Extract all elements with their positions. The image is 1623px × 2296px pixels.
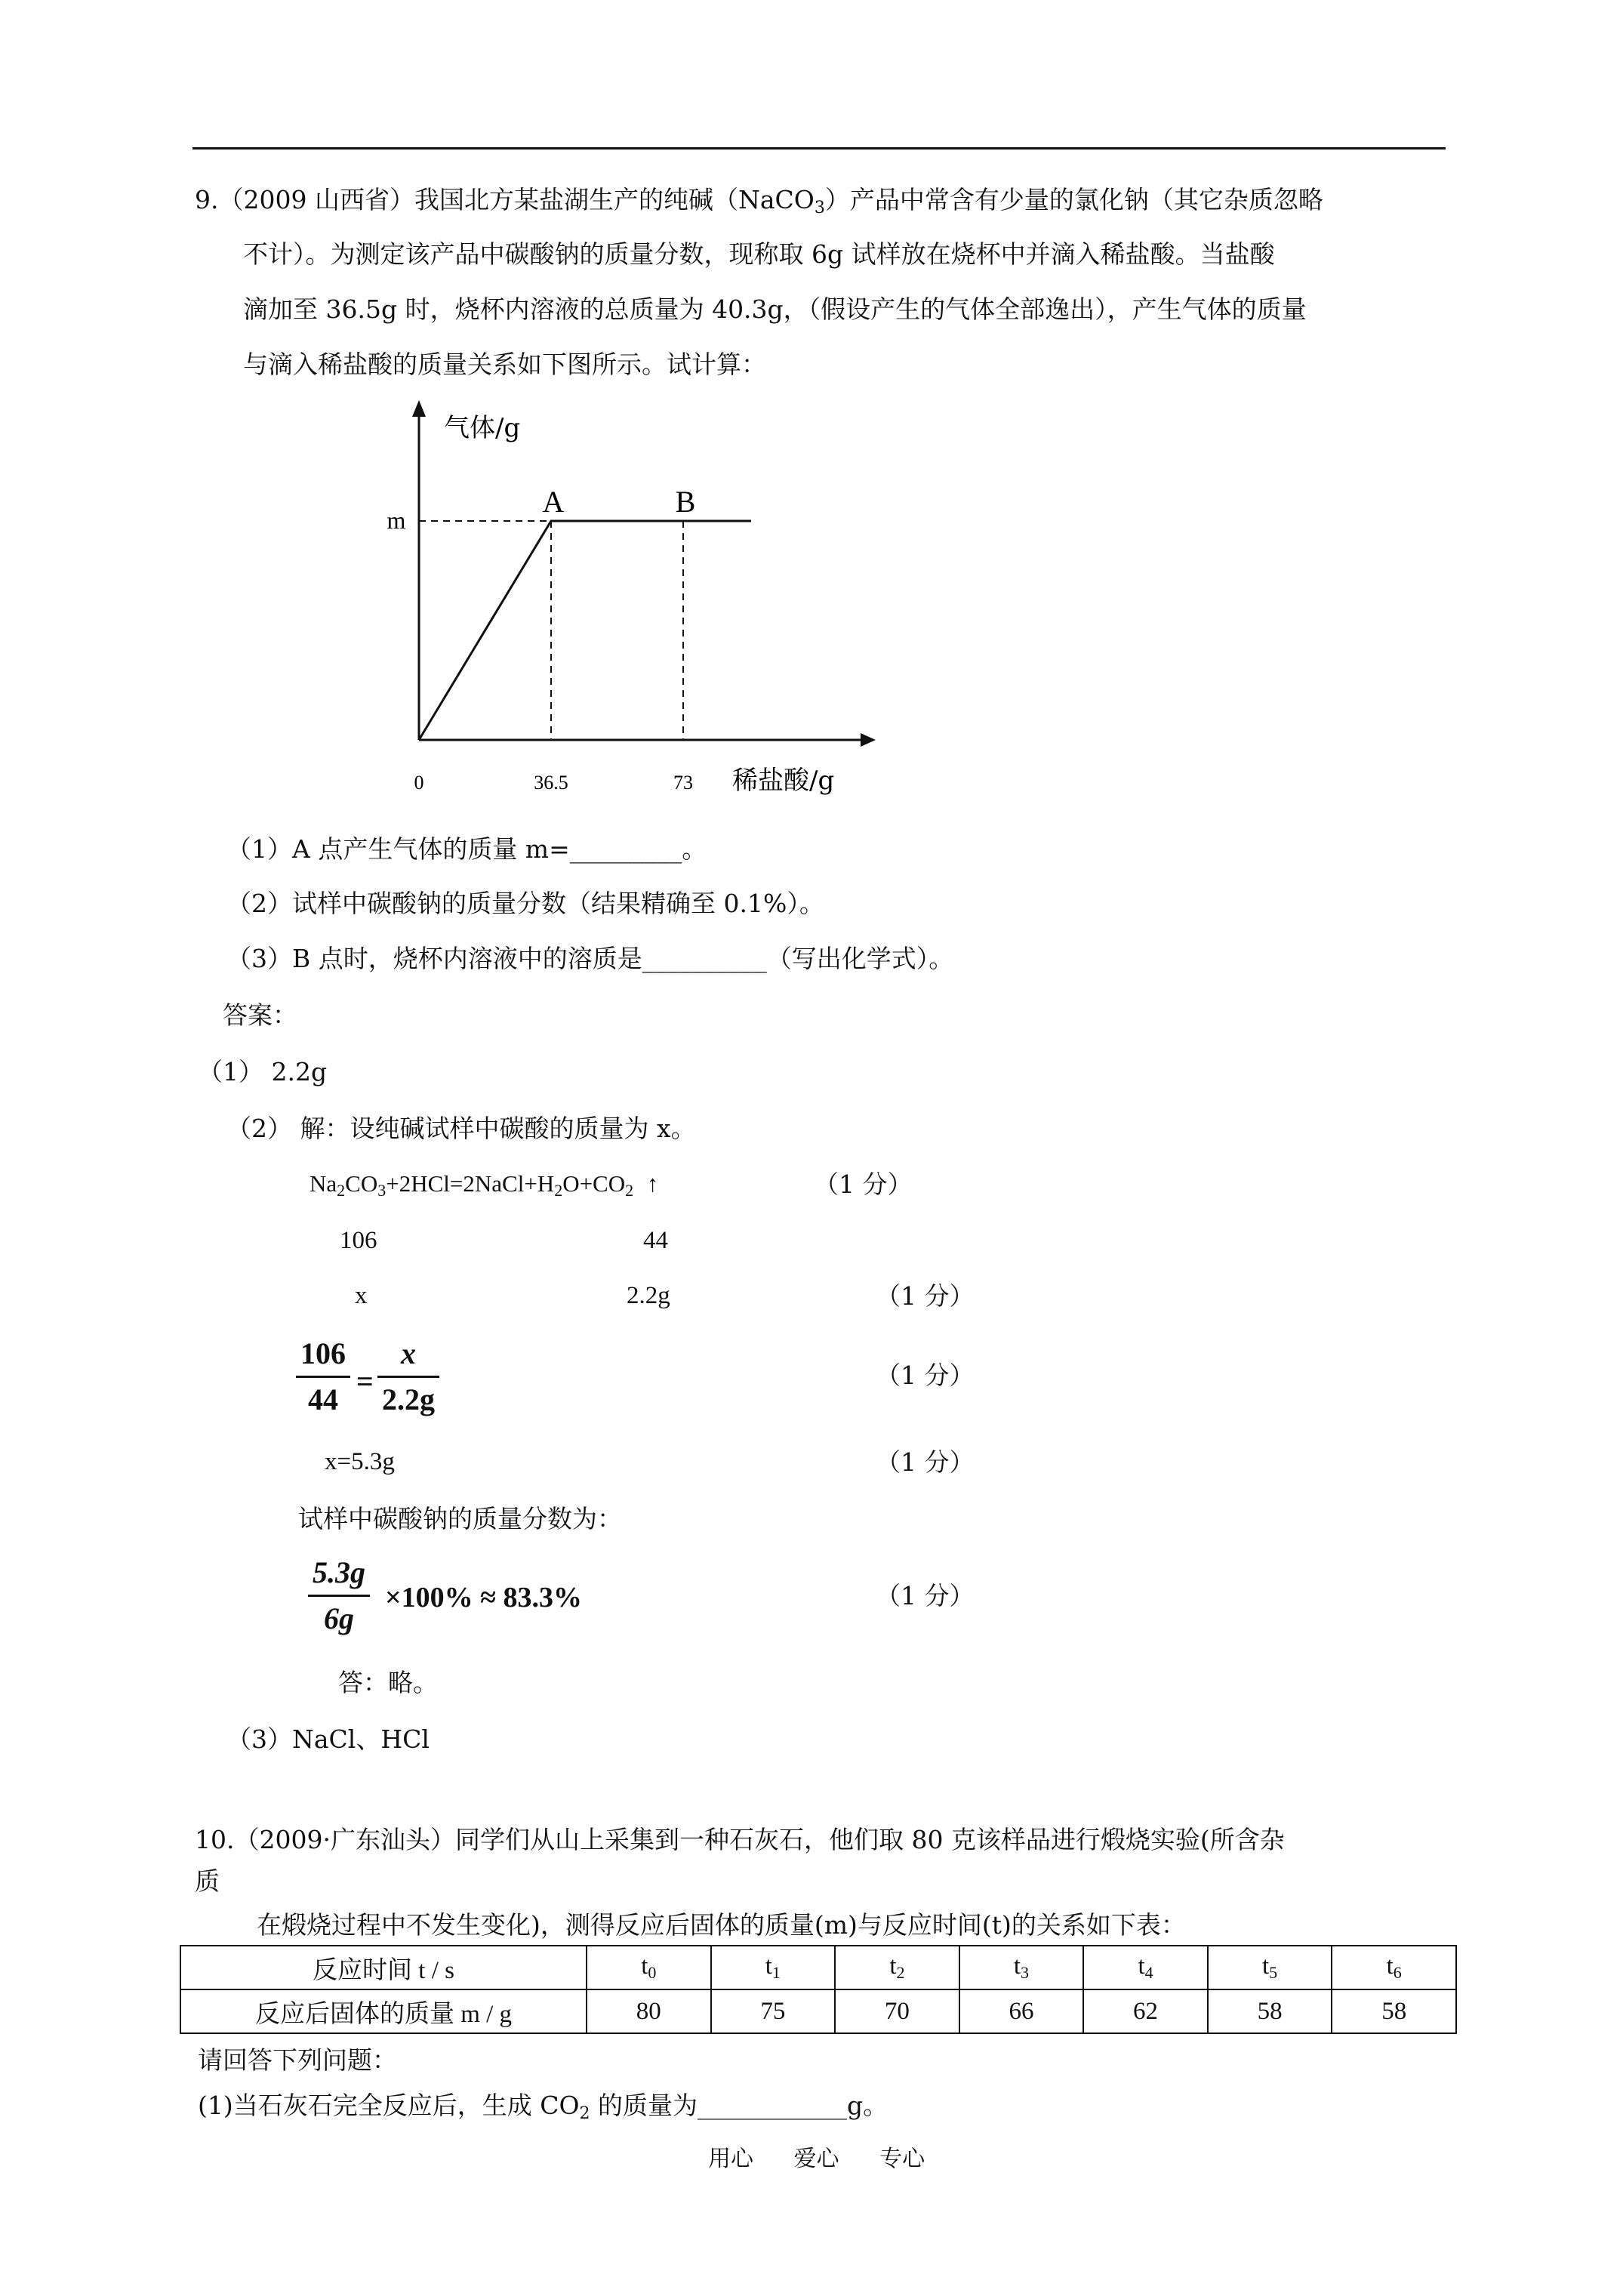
y-axis-label: 气体/g — [444, 413, 521, 443]
q9-line-1-text: 9.（2009 山西省）我国北方某盐湖生产的纯碱（NaCO — [195, 185, 815, 214]
q9-line-2: 不计）。为测定该产品中碳酸钠的质量分数，现称取 6g 试样放在烧杯中并滴入稀盐酸。当盐酸 — [243, 239, 1275, 269]
footer-item: 专心 — [879, 2146, 925, 2172]
q10-line-3: 在煅烧过程中不发生变化)，测得反应后固体的质量(m)与反应时间(t)的关系如下表： — [257, 1910, 1186, 1940]
table-cell: 58 — [1208, 1989, 1332, 2033]
fraction-score: （1 分） — [876, 1361, 975, 1390]
eq-sub-7: 2 — [625, 1181, 634, 1200]
q10-line-2: 质 — [195, 1866, 220, 1896]
x-score: （1 分） — [876, 1447, 975, 1477]
footer — [708, 2148, 925, 2171]
answer-2-intro: （2） 解：设纯碱试样中碳酸的质量为 x。 — [226, 1114, 696, 1143]
ratio-x: x — [355, 1282, 368, 1309]
fraction-x-2-2g — [377, 1335, 439, 1419]
y-tick-label: m — [387, 507, 406, 534]
fraction-equals: = — [356, 1364, 374, 1398]
table-cell: 58 — [1332, 1989, 1456, 2033]
table-header-mass: 反应后固体的质量 m / g — [180, 1989, 587, 2033]
table-cell: $t_6$ — [1332, 1946, 1456, 1989]
point-label-a: A — [542, 485, 565, 519]
q10-prompt: 请回答下列问题： — [198, 2045, 397, 2075]
x-result: x=5.3g — [325, 1448, 395, 1475]
answer-reply: 答：略。 — [338, 1668, 438, 1697]
frac-6g: 6g — [324, 1601, 354, 1635]
gas-vs-acid-chart — [362, 393, 906, 800]
reaction-table — [180, 1945, 1457, 2034]
table-cell: $t_5$ — [1208, 1946, 1332, 1989]
answer-1: （1） 2.2g — [198, 1057, 328, 1086]
table-cell: 80 — [587, 1989, 711, 2033]
ratio-2-2g: 2.2g — [627, 1282, 670, 1309]
frac-5-3g: 5.3g — [308, 1554, 370, 1597]
fraction-5-3g-6g — [308, 1554, 370, 1638]
q9-question-3: （3）B 点时，烧杯内溶液中的溶质是__________（写出化学式）。 — [226, 944, 954, 973]
x-tick-label: 73 — [673, 772, 693, 794]
eq-part-4: +2HCl=2NaCl+H — [386, 1170, 555, 1197]
frac-44: 44 — [308, 1382, 338, 1416]
table-cell: 62 — [1083, 1989, 1208, 2033]
frac-x: x — [377, 1335, 439, 1378]
table-cell: $t_4$ — [1083, 1946, 1208, 1989]
q9-line-1 — [195, 187, 1323, 217]
eq-sub-1: 2 — [337, 1181, 346, 1200]
q10-line-1: 10.（2009·广东汕头）同学们从山上采集到一种石灰石，他们取 80 克该样品进行煅烧实验(所含杂 — [195, 1825, 1285, 1854]
x-tick-label: 36.5 — [534, 772, 568, 794]
q9-line-1-sub: 3 — [814, 199, 825, 217]
table-cell: $t_0$ — [587, 1946, 711, 1989]
table-cell: 66 — [959, 1989, 1084, 2033]
table-row-time — [180, 1946, 1456, 1989]
q9-line-3: 滴加至 36.5g 时，烧杯内溶液的总质量为 40.3g，（假设产生的气体全部逸出），产生气体的质量 — [243, 294, 1307, 324]
footer-item: 爱心 — [793, 2146, 839, 2172]
q9-line-1-tail: ）产品中常含有少量的氯化钠（其它杂质忽略 — [824, 185, 1323, 214]
table-row-mass — [180, 1989, 1456, 2033]
point-label-b: B — [675, 485, 696, 519]
eq-sub-3: 3 — [377, 1181, 387, 1200]
q10-sub-1-sub: 2 — [579, 2104, 590, 2123]
table-cell: $t_3$ — [959, 1946, 1084, 1989]
answer-heading: 答案： — [223, 1000, 297, 1030]
fraction-result-score: （1 分） — [876, 1581, 975, 1610]
table-header-time: 反应时间 t / s — [180, 1946, 587, 1989]
series-line — [419, 521, 751, 740]
q10-sub-1 — [198, 2093, 888, 2122]
fraction-intro: 试样中碳酸钠的质量分数为： — [298, 1504, 622, 1533]
q9-question-1: （1）A 点产生气体的质量 m=_________。 — [226, 834, 707, 864]
table-cell: $t_2$ — [835, 1946, 959, 1989]
eq-sub-5: 2 — [554, 1181, 563, 1200]
eq-part-0: Na — [310, 1170, 337, 1197]
frac-2-2g: 2.2g — [382, 1382, 435, 1416]
eq-score: （1 分） — [814, 1170, 913, 1199]
fraction-106-44 — [296, 1335, 350, 1419]
q9-line-4: 与滴入稀盐酸的质量关系如下图所示。试计算： — [243, 350, 766, 379]
chemical-equation — [310, 1172, 658, 1199]
table-cell: 75 — [711, 1989, 836, 2033]
ratio-44: 44 — [643, 1227, 668, 1254]
answer-3: （3）NaCl、HCl — [226, 1724, 430, 1754]
q10-sub-1-a: (1)当石灰石完全反应后，生成 CO — [198, 2091, 580, 2120]
eq-arrow: ↑ — [641, 1170, 659, 1197]
eq-part-2: CO — [345, 1170, 378, 1197]
fraction-result: ×100% ≈ 83.3% — [385, 1582, 583, 1613]
table-cell: $t_1$ — [711, 1946, 836, 1989]
q10-sub-1-b: 的质量为____________g。 — [590, 2091, 888, 2120]
eq-part-6: O+CO — [562, 1170, 626, 1197]
x-axis-arrow — [861, 733, 876, 747]
y-axis-arrow — [412, 400, 426, 417]
frac-106: 106 — [296, 1335, 350, 1378]
table-cell: 70 — [835, 1989, 959, 2033]
x-axis-label: 稀盐酸/g — [732, 766, 835, 796]
q9-question-2: （2）试样中碳酸钠的质量分数（结果精确至 0.1%）。 — [226, 889, 824, 918]
footer-item: 用心 — [708, 2146, 753, 2172]
ratio-106: 106 — [340, 1227, 377, 1254]
ratio-score: （1 分） — [876, 1281, 975, 1311]
header-rule — [192, 147, 1446, 149]
x-tick-label: 0 — [414, 772, 424, 794]
